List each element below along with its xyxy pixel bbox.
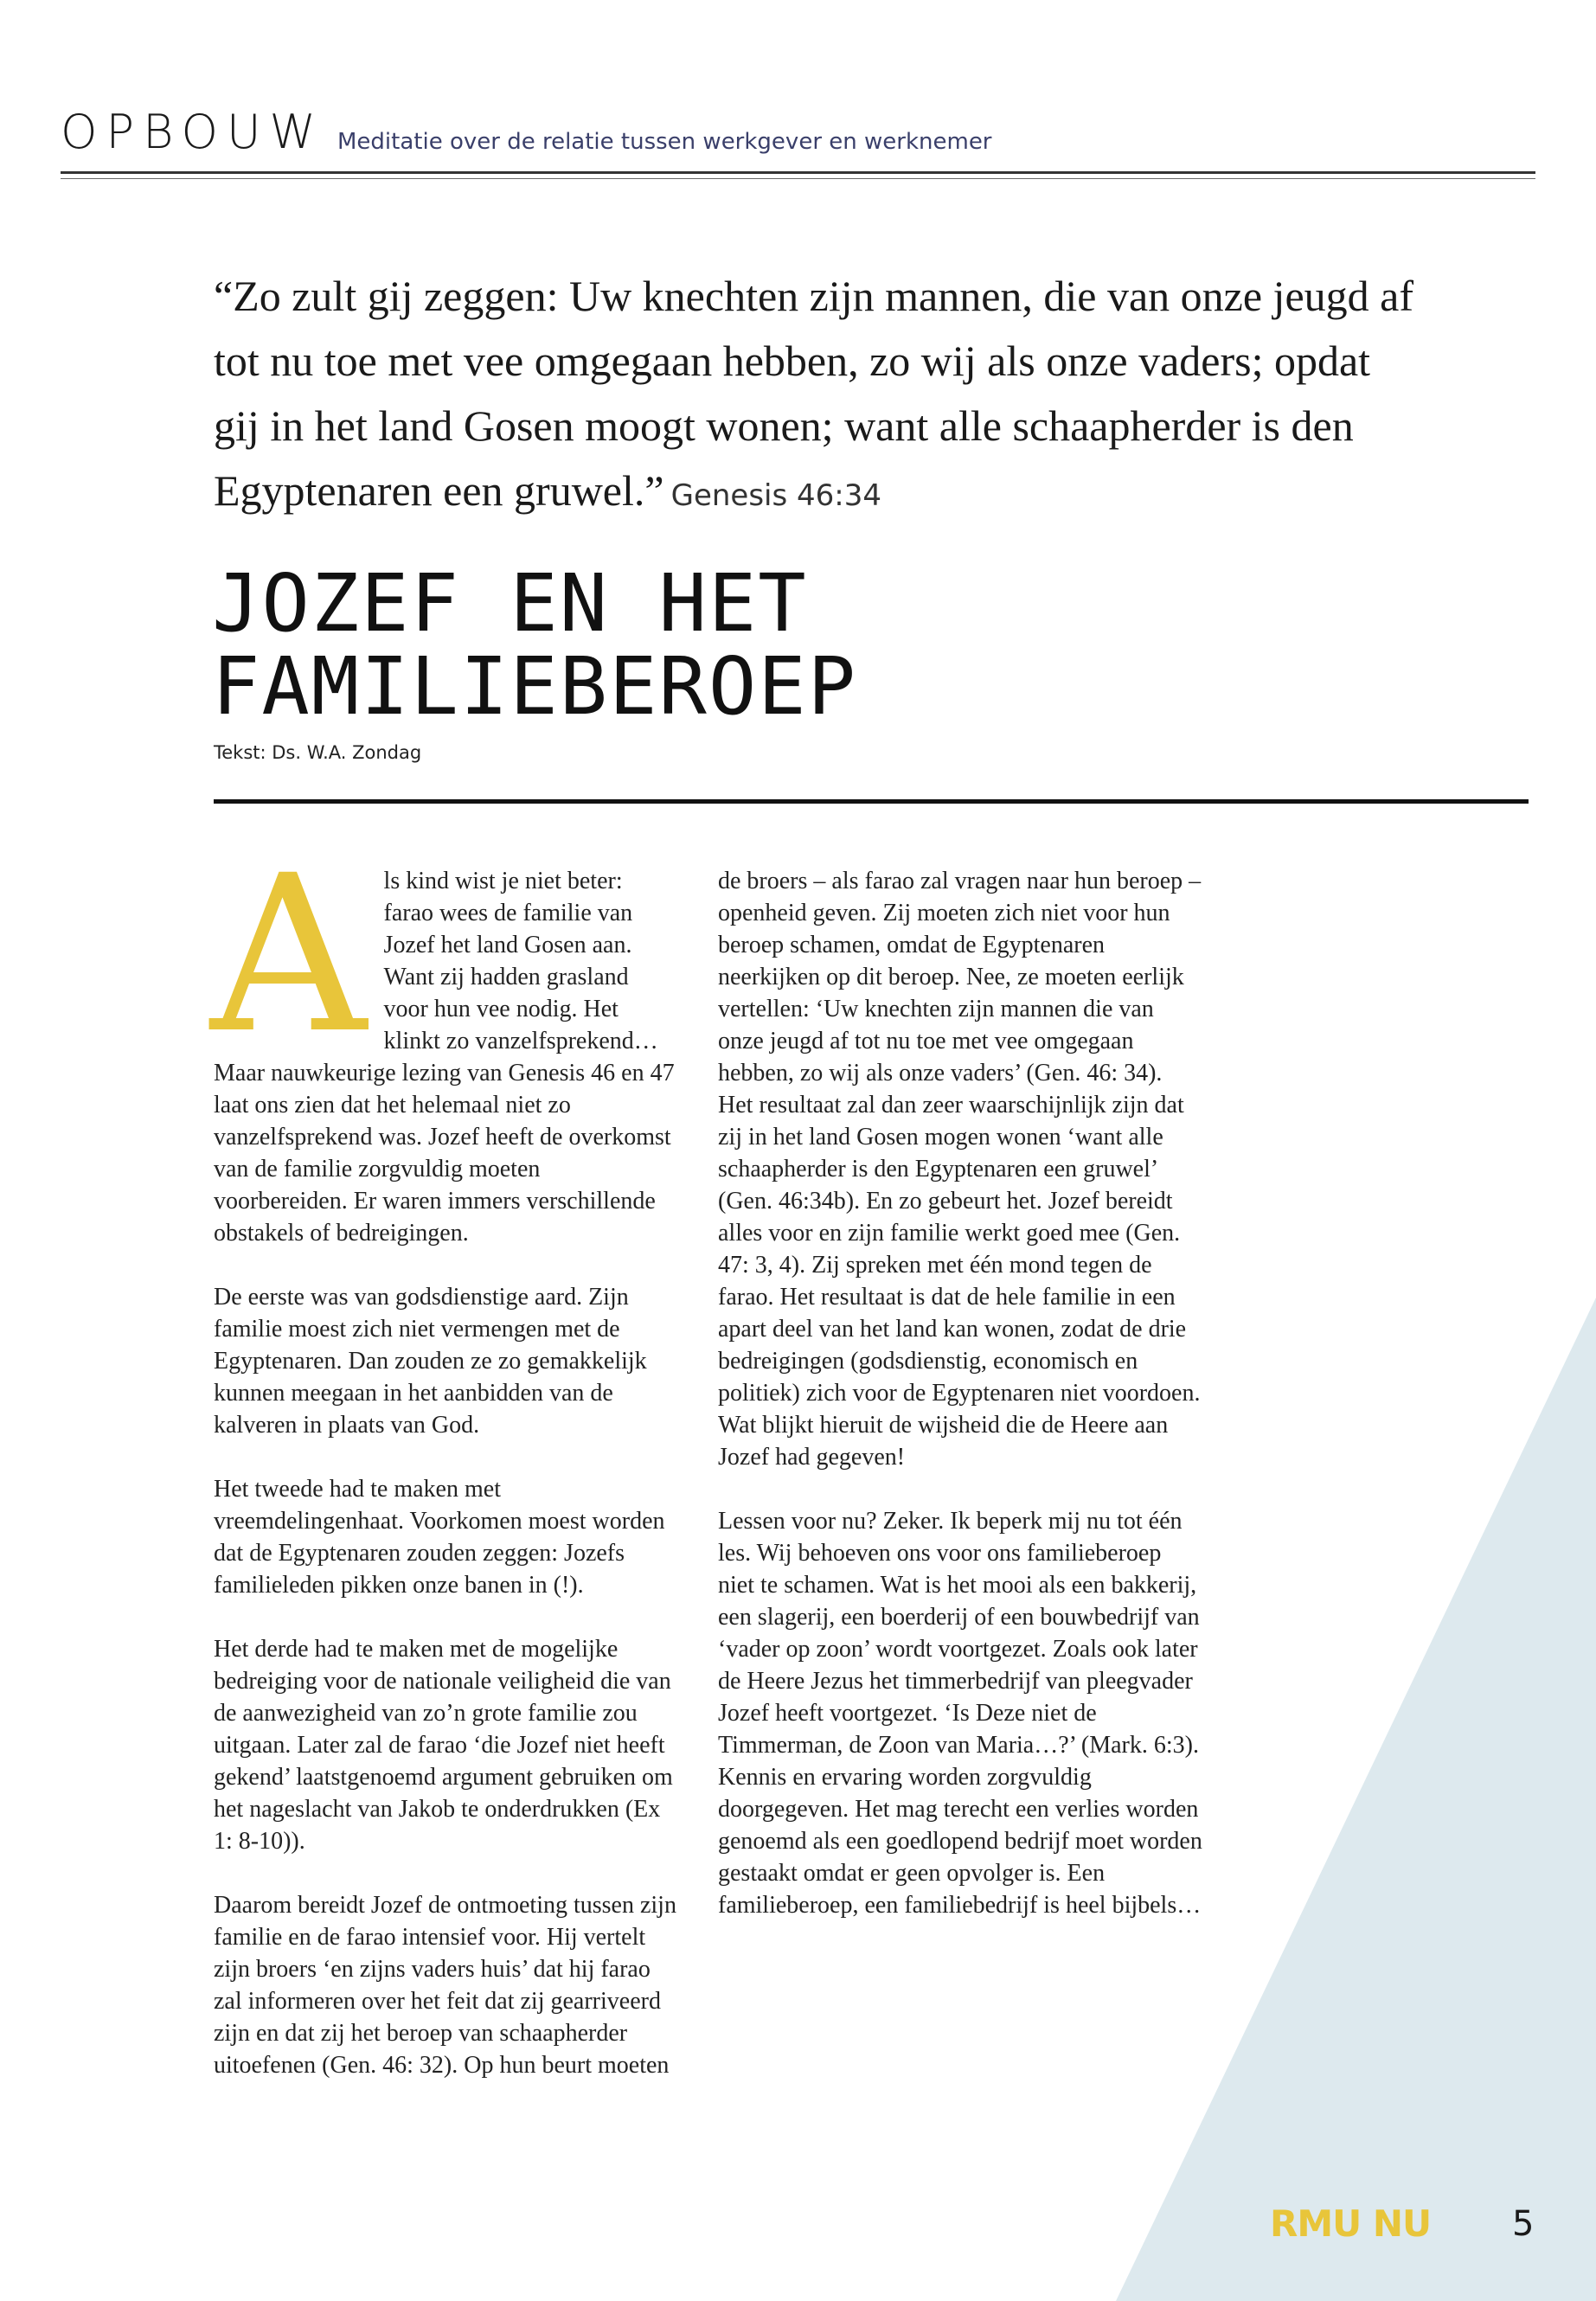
- bible-quote: [214, 264, 1425, 529]
- page-number: 5: [1512, 2204, 1535, 2244]
- header-rule-thin: [61, 178, 1535, 179]
- rmu-nu-logo: RMU NU: [1270, 2202, 1432, 2245]
- section-subtitle: Meditatie over de relatie tussen werkgever en werknemer: [337, 129, 992, 155]
- article-column-left: [210, 829, 676, 2113]
- byline: Tekst: Ds. W.A. Zondag: [214, 742, 422, 763]
- paragraph-2: De eerste was van godsdienstige aard. Zijn familie moest zich niet vermengen met de Egyptenaren. Dan zouden ze zo gemakkelijk kunnen meegaan in het aanbidden van de kalveren in plaats van God.: [214, 1284, 647, 1439]
- quote-reference: Genesis 46:34: [670, 478, 881, 513]
- article-title: [212, 557, 1423, 733]
- paragraph-1-text: ls kind wist je niet beter: farao wees de familie van Jozef het land Gosen aan. Want zij hadden grasland voor hun vee nodig. Het klinkt zo vanzelfsprekend… Maar nauwkeurige lezing van Genesis 46 en 47 laat ons zien dat het helemaal niet zo vanzelfsprekend was. Jozef heeft de overkomst van de familie zorgvuldig moeten voorbereiden. Er waren immers verschillende obstakels of bedreigingen.: [214, 868, 675, 1247]
- article-column-right: [718, 865, 1202, 1953]
- paragraph-5: Daarom bereidt Jozef de ontmoeting tussen zijn familie en de farao intensief voor. Hij vertelt zijn broers ‘en zijns vaders huis’ dat hij farao zal informeren over het feit dat zij gearriveerd zijn en dat zij het beroep van schaapherder uitoefenen (Gen. 46: 32). Op hun beurt moeten: [214, 1892, 676, 2079]
- paragraph-1: [210, 829, 676, 1249]
- header-rule: [61, 171, 1535, 174]
- drop-cap: A: [210, 829, 367, 1080]
- paragraph-6: de broers – als farao zal vragen naar hun beroep – openheid geven. Zij moeten zich niet voor hun beroep schamen, omdat de Egyptenaren neerkijken op dit beroep. Nee, ze moeten eerlijk vertellen: ‘Uw knechten zijn mannen die van onze jeugd af tot nu toe met vee omgegaan hebben, zo wij als onze vaders’ (Gen. 46: 34). Het resultaat zal dan zeer waarschijnlijk zijn dat zij in het land Gosen mogen wonen ‘want alle schaapherder is den Egyptenaren een gruwel’ (Gen. 46:34b). En zo gebeurt het. Jozef bereidt alles voor en zijn familie werkt goed mee (Gen. 47: 3, 4). Zij spreken met één mond tegen de farao. Het resultaat is dat de hele familie in een apart deel van het land kan wonen, zodat de drie bedreigingen (godsdienstig, economisch en politiek) zich voor de Egyptenaren niet voordoen. Wat blijkt hieruit de wijsheid die de Heere aan Jozef had gegeven!: [718, 868, 1202, 1471]
- paragraph-4: Het derde had te maken met de mogelijke bedreiging voor de nationale veiligheid die van de aanwezigheid van zo’n grote familie zou uitgaan. Later zal de farao ‘die Jozef niet heeft gekend’ laatstgenoemd argument gebruiken om het nageslacht van Jakob te onderdrukken (Ex 1: 8-10)).: [214, 1636, 673, 1855]
- quote-text: “Zo zult gij zeggen: Uw knechten zijn mannen, die van onze jeugd af tot nu toe met vee omgegaan hebben, zo wij als onze vaders; opdat gij in het land Gosen moogt wonen; want alle schaapherder is den Egyptenaren een gruwel.”: [214, 272, 1413, 515]
- article-title-line2: FAMILIEBEROEP: [212, 640, 858, 733]
- section-label: OPBOUW: [61, 105, 324, 159]
- page-header: [61, 102, 1535, 180]
- title-divider: [214, 799, 1529, 804]
- paragraph-7: Lessen voor nu? Zeker. Ik beperk mij nu tot één les. Wij behoeven ons voor ons familieberoep niet te schamen. Wat is het mooi als een bakkerij, een slagerij, een boerderij of een bouwbedrijf van ‘vader op zoon’ wordt voortgezet. Zoals ook later de Heere Jezus het timmerbedrijf van pleegvader Jozef heeft voortgezet. ‘Is Deze niet de Timmerman, de Zoon van Maria…?’ (Mark. 6:3). Kennis en ervaring worden zorgvuldig doorgegeven. Het mag terecht een verlies worden genoemd als een goedlopend bedrijf moet worden gestaakt omdat er geen opvolger is. Een familieberoep, een familiebedrijf is heel bijbels…: [718, 1508, 1202, 1919]
- article-title-line1: JOZEF EN HET: [212, 557, 808, 650]
- paragraph-3: Het tweede had te maken met vreemdelingenhaat. Voorkomen moest worden dat de Egyptenaren zouden zeggen: Jozefs familieleden pikken onze banen in (!).: [214, 1476, 665, 1599]
